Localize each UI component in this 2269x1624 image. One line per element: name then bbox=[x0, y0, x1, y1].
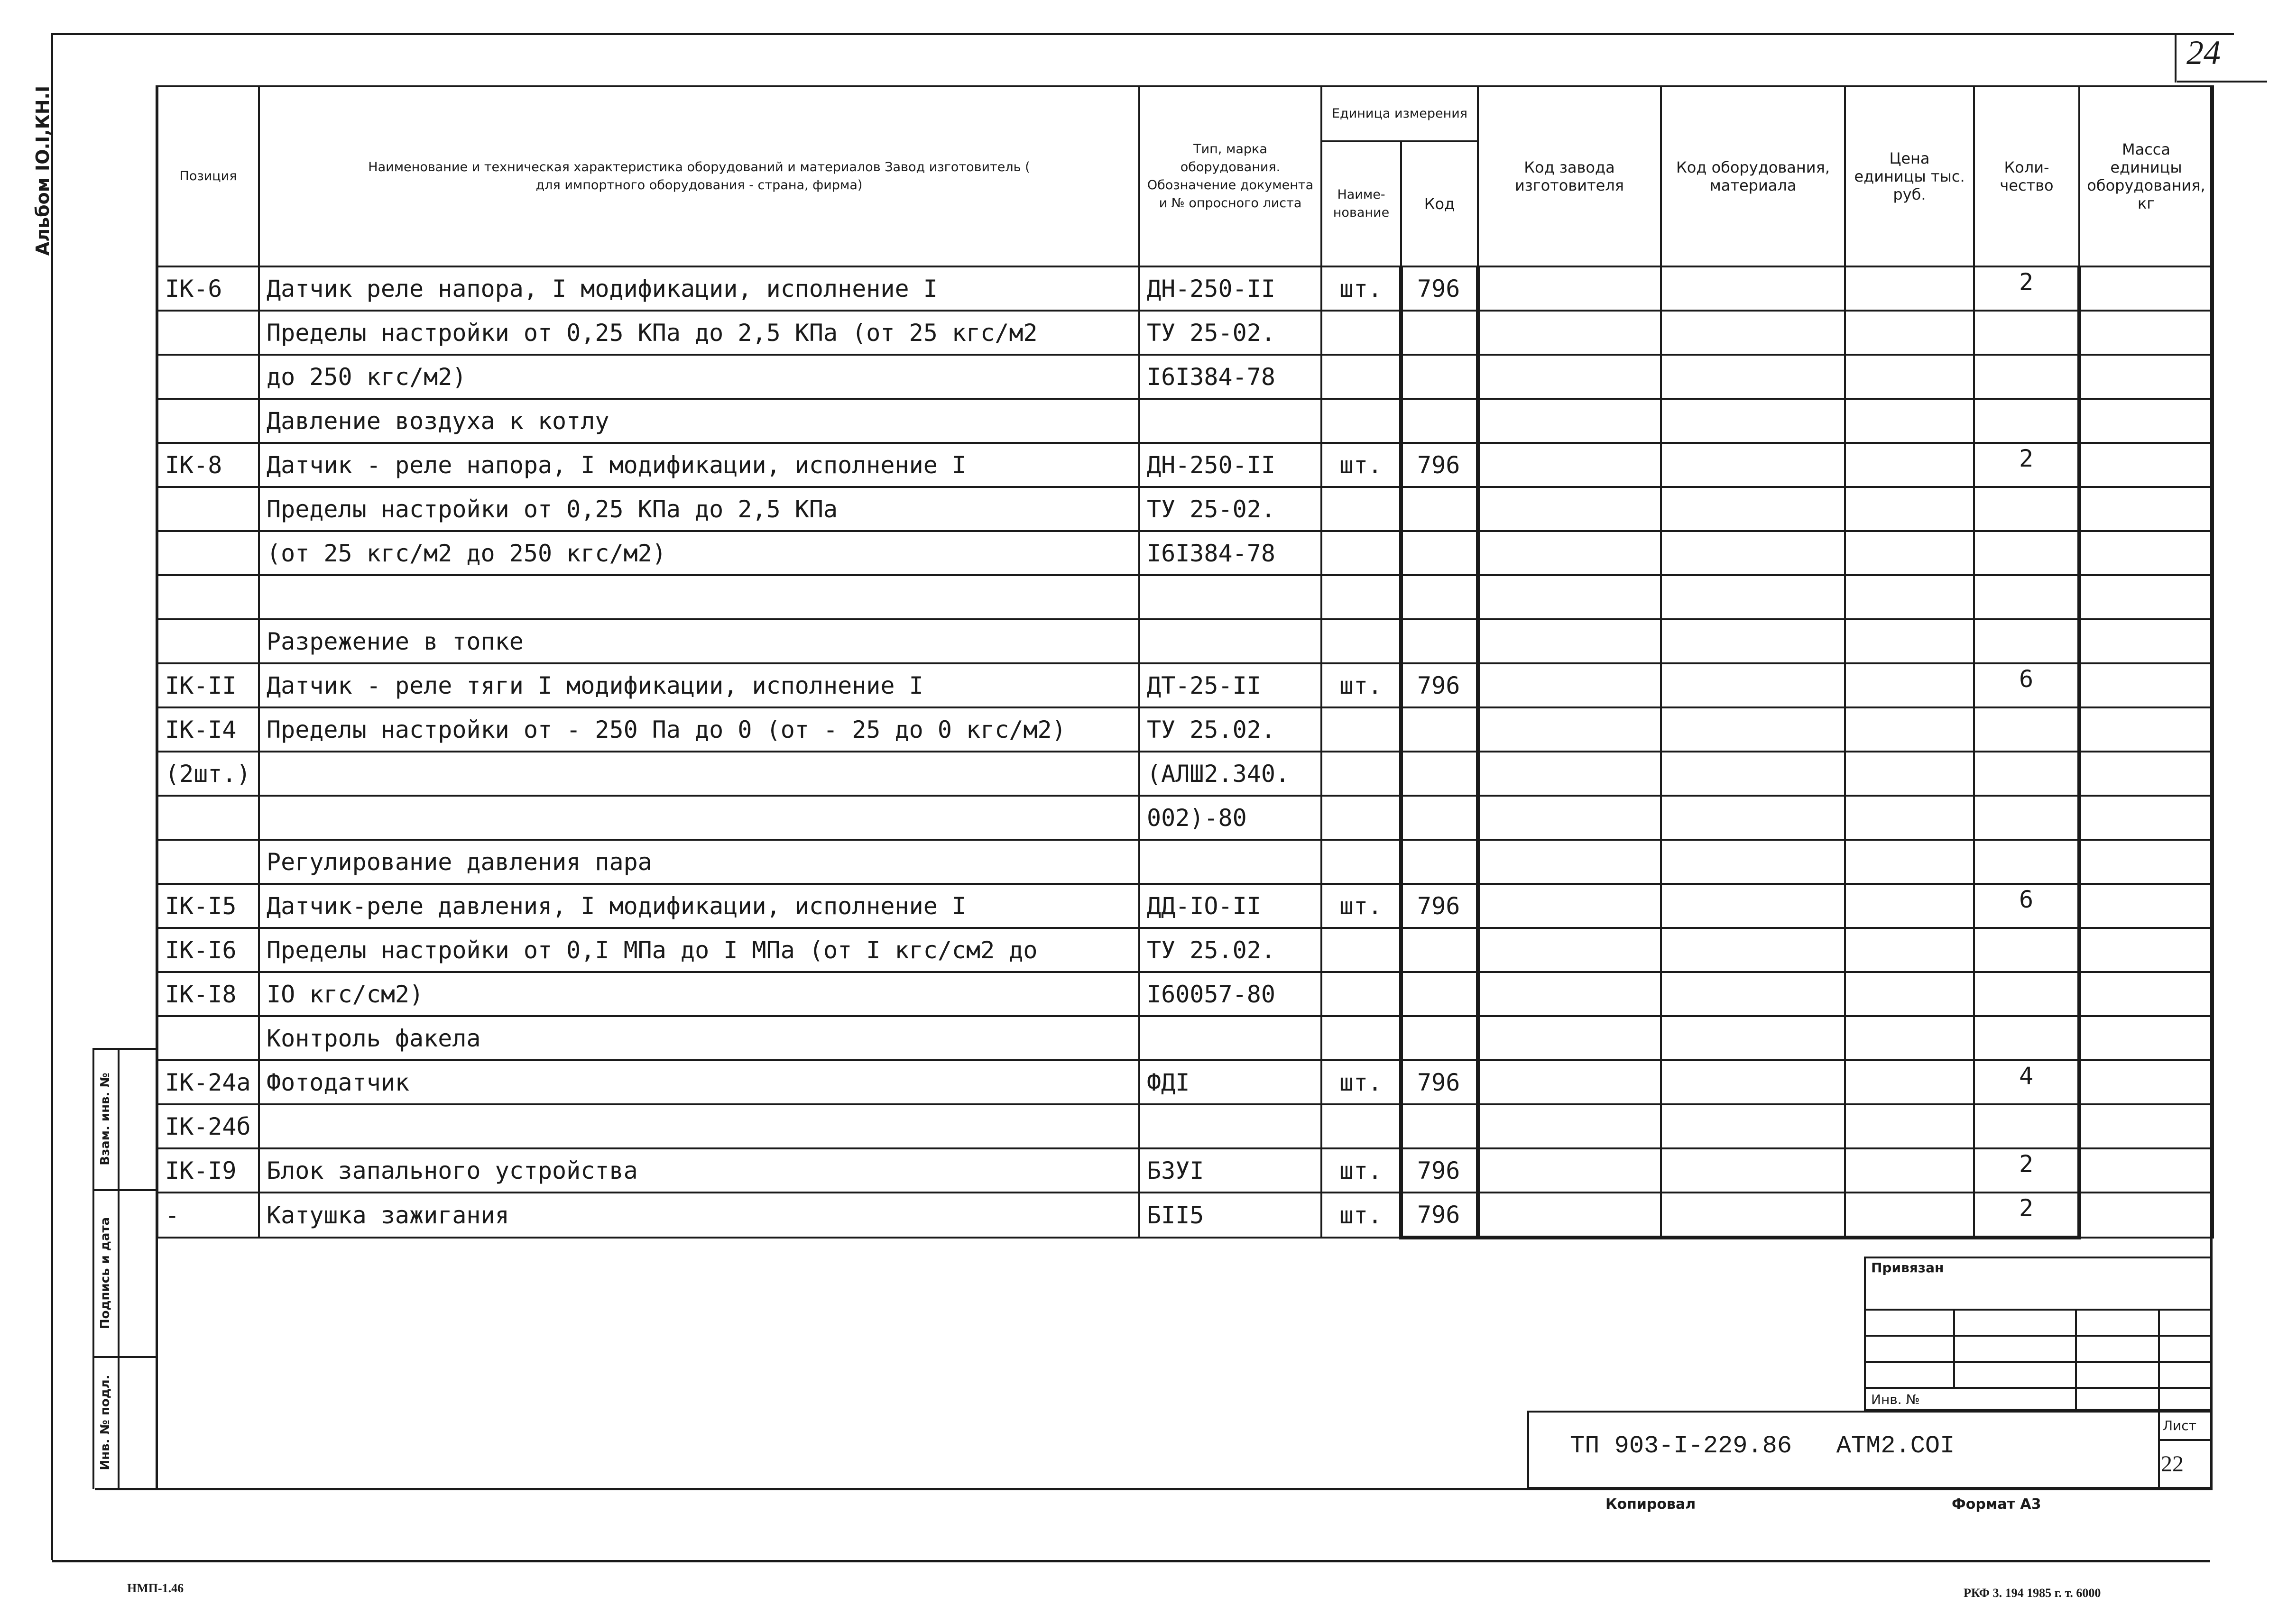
unit-cell bbox=[1321, 840, 1401, 884]
position-cell bbox=[157, 575, 259, 619]
unit-cell bbox=[1321, 575, 1401, 619]
equipment-table bbox=[157, 85, 2214, 1239]
equipment-code-cell bbox=[1661, 575, 1845, 619]
name-cell bbox=[259, 752, 1139, 796]
position-cell bbox=[157, 531, 259, 575]
equipment-code-cell bbox=[1661, 311, 1845, 355]
side-strip-top bbox=[92, 1048, 157, 1050]
inv-no-label: Инв. № bbox=[1871, 1392, 1920, 1407]
type-cell: ТУ 25-02. bbox=[1139, 311, 1321, 355]
unit-code-cell bbox=[1401, 707, 1478, 752]
quantity-cell bbox=[1974, 1104, 2079, 1148]
quantity-cell: 6 bbox=[1974, 663, 2079, 707]
table-row bbox=[157, 663, 2213, 707]
price-cell bbox=[1845, 1148, 1974, 1193]
unit-code-cell: 796 bbox=[1401, 1060, 1478, 1104]
unit-cell: шт. bbox=[1321, 1148, 1401, 1193]
type-cell: ТУ 25.02. bbox=[1139, 928, 1321, 972]
price-cell bbox=[1845, 1060, 1974, 1104]
position-cell: IК-I5 bbox=[157, 884, 259, 928]
type-cell: ДН-250-II bbox=[1139, 443, 1321, 487]
mass-cell bbox=[2079, 1060, 2213, 1104]
side-strip-inv-podl: Инв. № подл. bbox=[98, 1375, 112, 1470]
unit-code-cell bbox=[1401, 399, 1478, 443]
name-cell: Пределы настройки от 0,25 КПа до 2,5 КПа (от 25 кгс/м2 bbox=[259, 311, 1139, 355]
price-cell bbox=[1845, 796, 1974, 840]
type-cell: ДН-250-II bbox=[1139, 266, 1321, 311]
unit-cell bbox=[1321, 531, 1401, 575]
table-row bbox=[157, 443, 2213, 487]
price-cell bbox=[1845, 619, 1974, 663]
unit-cell bbox=[1321, 796, 1401, 840]
position-cell: - bbox=[157, 1193, 259, 1238]
table-row bbox=[157, 1060, 2213, 1104]
mass-cell bbox=[2079, 1193, 2213, 1238]
position-cell: (2шт.) bbox=[157, 752, 259, 796]
equipment-code-cell bbox=[1661, 487, 1845, 531]
unit-cell: шт. bbox=[1321, 663, 1401, 707]
quantity-cell: 2 bbox=[1974, 443, 2079, 487]
mass-cell bbox=[2079, 663, 2213, 707]
type-cell: ФДI bbox=[1139, 1060, 1321, 1104]
list-box-mid bbox=[2158, 1439, 2213, 1441]
table-row bbox=[157, 487, 2213, 531]
table-row bbox=[157, 840, 2213, 884]
quantity-cell: 6 bbox=[1974, 884, 2079, 928]
position-cell: IК-I9 bbox=[157, 1148, 259, 1193]
position-cell bbox=[157, 840, 259, 884]
type-cell bbox=[1139, 1016, 1321, 1060]
price-cell bbox=[1845, 707, 1974, 752]
type-cell: ТУ 25.02. bbox=[1139, 707, 1321, 752]
frame-top bbox=[52, 33, 2234, 35]
unit-cell bbox=[1321, 399, 1401, 443]
list-box-left bbox=[2158, 1411, 2160, 1489]
unit-code-cell: 796 bbox=[1401, 1193, 1478, 1238]
name-cell: Датчик - реле напора, I модификации, исполнение I bbox=[259, 443, 1139, 487]
type-cell bbox=[1139, 619, 1321, 663]
unit-code-cell bbox=[1401, 575, 1478, 619]
factory-code-cell bbox=[1478, 531, 1661, 575]
mass-cell bbox=[2079, 707, 2213, 752]
type-cell: I6I384-78 bbox=[1139, 531, 1321, 575]
equipment-code-cell bbox=[1661, 840, 1845, 884]
equipment-code-cell bbox=[1661, 1148, 1845, 1193]
quantity-cell bbox=[1974, 1016, 2079, 1060]
quantity-cell: 4 bbox=[1974, 1060, 2079, 1104]
equipment-code-cell bbox=[1661, 663, 1845, 707]
position-cell: IК-II bbox=[157, 663, 259, 707]
header-mass: Масса единицы оборудования, кг bbox=[2079, 86, 2213, 266]
price-cell bbox=[1845, 266, 1974, 311]
quantity-cell bbox=[1974, 972, 2079, 1016]
mass-cell bbox=[2079, 487, 2213, 531]
table-row bbox=[157, 707, 2213, 752]
side-strip-div1 bbox=[92, 1189, 157, 1191]
factory-code-cell bbox=[1478, 1148, 1661, 1193]
side-strip-mid bbox=[118, 1048, 120, 1489]
quantity-cell: 2 bbox=[1974, 1193, 2079, 1238]
price-cell bbox=[1845, 443, 1974, 487]
unit-cell: шт. bbox=[1321, 884, 1401, 928]
price-cell bbox=[1845, 531, 1974, 575]
table-row bbox=[157, 972, 2213, 1016]
header-factory-code: Код завода изготовителя bbox=[1478, 86, 1661, 266]
position-cell bbox=[157, 796, 259, 840]
type-cell: ДТ-25-II bbox=[1139, 663, 1321, 707]
mass-cell bbox=[2079, 575, 2213, 619]
factory-code-cell bbox=[1478, 311, 1661, 355]
mass-cell bbox=[2079, 1016, 2213, 1060]
position-cell: IК-I6 bbox=[157, 928, 259, 972]
unit-cell bbox=[1321, 972, 1401, 1016]
unit-code-cell bbox=[1401, 752, 1478, 796]
unit-cell bbox=[1321, 1104, 1401, 1148]
type-cell: ДД-IO-II bbox=[1139, 884, 1321, 928]
quantity-cell bbox=[1974, 311, 2079, 355]
equipment-code-cell bbox=[1661, 1104, 1845, 1148]
price-cell bbox=[1845, 1193, 1974, 1238]
unit-code-cell bbox=[1401, 355, 1478, 399]
unit-cell bbox=[1321, 1016, 1401, 1060]
factory-code-cell bbox=[1478, 1016, 1661, 1060]
name-cell: Датчик реле напора, I модификации, исполнение I bbox=[259, 266, 1139, 311]
equipment-code-cell bbox=[1661, 1016, 1845, 1060]
position-cell: IК-24а bbox=[157, 1060, 259, 1104]
type-cell: БII5 bbox=[1139, 1193, 1321, 1238]
price-cell bbox=[1845, 1016, 1974, 1060]
header-price: Цена единицы тыс. руб. bbox=[1845, 86, 1974, 266]
mass-cell bbox=[2079, 355, 2213, 399]
position-cell: IК-I8 bbox=[157, 972, 259, 1016]
type-cell: I60057-80 bbox=[1139, 972, 1321, 1016]
privyazan-v2 bbox=[2075, 1309, 2077, 1411]
table-row bbox=[157, 1193, 2213, 1238]
mass-cell bbox=[2079, 531, 2213, 575]
unit-cell bbox=[1321, 752, 1401, 796]
quantity-cell: 2 bbox=[1974, 266, 2079, 311]
privyazan-h2 bbox=[1864, 1335, 2213, 1337]
price-cell bbox=[1845, 487, 1974, 531]
position-cell bbox=[157, 619, 259, 663]
name-cell: Датчик - реле тяги I модификации, исполнение I bbox=[259, 663, 1139, 707]
price-cell bbox=[1845, 311, 1974, 355]
unit-code-cell bbox=[1401, 840, 1478, 884]
table-row bbox=[157, 619, 2213, 663]
name-cell: Разрежение в топке bbox=[259, 619, 1139, 663]
header-unit-code: Код bbox=[1401, 141, 1478, 266]
format-label: Формат А3 bbox=[1952, 1496, 2041, 1513]
name-cell: Регулирование давления пара bbox=[259, 840, 1139, 884]
price-cell bbox=[1845, 972, 1974, 1016]
unit-code-cell bbox=[1401, 972, 1478, 1016]
equipment-code-cell bbox=[1661, 884, 1845, 928]
factory-code-cell bbox=[1478, 266, 1661, 311]
mass-cell bbox=[2079, 796, 2213, 840]
table-row bbox=[157, 399, 2213, 443]
unit-code-cell: 796 bbox=[1401, 884, 1478, 928]
privyazan-h1 bbox=[1864, 1309, 2213, 1311]
equipment-code-cell bbox=[1661, 1060, 1845, 1104]
mass-cell bbox=[2079, 972, 2213, 1016]
unit-cell: шт. bbox=[1321, 1193, 1401, 1238]
doc-code: ТП 903-I-229.86 АТМ2.СОI bbox=[1570, 1432, 1955, 1460]
factory-code-cell bbox=[1478, 1060, 1661, 1104]
unit-cell bbox=[1321, 619, 1401, 663]
factory-code-cell bbox=[1478, 972, 1661, 1016]
mass-cell bbox=[2079, 928, 2213, 972]
factory-code-cell bbox=[1478, 796, 1661, 840]
unit-code-cell bbox=[1401, 796, 1478, 840]
header-position: Позиция bbox=[157, 86, 259, 266]
mass-cell bbox=[2079, 752, 2213, 796]
unit-cell bbox=[1321, 355, 1401, 399]
table-row bbox=[157, 575, 2213, 619]
table-row bbox=[157, 266, 2213, 311]
unit-code-cell bbox=[1401, 311, 1478, 355]
mass-cell bbox=[2079, 311, 2213, 355]
frame-bottom bbox=[52, 1560, 2210, 1562]
unit-cell: шт. bbox=[1321, 1060, 1401, 1104]
factory-code-cell bbox=[1478, 575, 1661, 619]
album-label: Альбом IO.I,КН.I bbox=[32, 85, 53, 256]
name-cell bbox=[259, 1104, 1139, 1148]
position-cell: IК-8 bbox=[157, 443, 259, 487]
factory-code-cell bbox=[1478, 399, 1661, 443]
unit-cell bbox=[1321, 707, 1401, 752]
list-value: 22 bbox=[2161, 1451, 2184, 1477]
quantity-cell bbox=[1974, 707, 2079, 752]
equipment-code-cell bbox=[1661, 928, 1845, 972]
header-unit-name: Наиме-нование bbox=[1321, 141, 1401, 266]
quantity-cell bbox=[1974, 355, 2079, 399]
type-cell: ТУ 25-02. bbox=[1139, 487, 1321, 531]
header-name: Наименование и техническая характеристика оборудований и материалов Завод изготовитель ( для импортного оборудования - страна, фирма) bbox=[259, 86, 1139, 266]
name-cell: Фотодатчик bbox=[259, 1060, 1139, 1104]
name-cell: Контроль факела bbox=[259, 1016, 1139, 1060]
privyazan-label: Привязан bbox=[1871, 1260, 1944, 1275]
top-right-frame-line bbox=[2177, 81, 2267, 83]
unit-cell bbox=[1321, 487, 1401, 531]
unit-cell bbox=[1321, 311, 1401, 355]
quantity-cell bbox=[1974, 487, 2079, 531]
quantity-cell bbox=[1974, 752, 2079, 796]
equipment-code-cell bbox=[1661, 443, 1845, 487]
position-cell: IК-I4 bbox=[157, 707, 259, 752]
price-cell bbox=[1845, 1104, 1974, 1148]
unit-cell: шт. bbox=[1321, 443, 1401, 487]
position-cell: IК-6 bbox=[157, 266, 259, 311]
name-cell: до 250 кгс/м2) bbox=[259, 355, 1139, 399]
table-row bbox=[157, 796, 2213, 840]
type-cell bbox=[1139, 575, 1321, 619]
name-cell: (от 25 кгс/м2 до 250 кгс/м2) bbox=[259, 531, 1139, 575]
kopiroval-label: Копировал bbox=[1605, 1496, 1696, 1513]
mass-cell bbox=[2079, 884, 2213, 928]
footer-right: РКФ 3. 194 1985 г. т. 6000 bbox=[1964, 1586, 2101, 1600]
factory-code-cell bbox=[1478, 355, 1661, 399]
mass-cell bbox=[2079, 443, 2213, 487]
side-strip-div2 bbox=[92, 1356, 157, 1358]
footer-left: НМП-1.46 bbox=[127, 1581, 184, 1595]
list-label: Лист bbox=[2163, 1418, 2196, 1433]
quantity-cell bbox=[1974, 399, 2079, 443]
header-type: Тип, марка оборудования. Обозначение документа и № опросного листа bbox=[1139, 86, 1321, 266]
name-cell: Пределы настройки от 0,25 КПа до 2,5 КПа bbox=[259, 487, 1139, 531]
unit-code-cell bbox=[1401, 619, 1478, 663]
equipment-code-cell bbox=[1661, 752, 1845, 796]
header-unit-group: Единица измерения bbox=[1321, 86, 1478, 141]
privyazan-h3 bbox=[1864, 1361, 2213, 1363]
equipment-code-cell bbox=[1661, 619, 1845, 663]
price-cell bbox=[1845, 928, 1974, 972]
position-cell bbox=[157, 399, 259, 443]
unit-code-cell: 796 bbox=[1401, 1148, 1478, 1193]
factory-code-cell bbox=[1478, 663, 1661, 707]
factory-code-cell bbox=[1478, 840, 1661, 884]
equipment-code-cell bbox=[1661, 707, 1845, 752]
unit-code-cell: 796 bbox=[1401, 266, 1478, 311]
unit-code-cell: 796 bbox=[1401, 663, 1478, 707]
type-cell bbox=[1139, 1104, 1321, 1148]
position-cell bbox=[157, 311, 259, 355]
factory-code-cell bbox=[1478, 928, 1661, 972]
type-cell bbox=[1139, 840, 1321, 884]
position-cell: IК-24б bbox=[157, 1104, 259, 1148]
table-row bbox=[157, 884, 2213, 928]
factory-code-cell bbox=[1478, 884, 1661, 928]
side-strip-podpis: Подпись и дата bbox=[98, 1217, 112, 1330]
table-row bbox=[157, 311, 2213, 355]
price-cell bbox=[1845, 884, 1974, 928]
position-cell bbox=[157, 487, 259, 531]
privyazan-v3 bbox=[2158, 1309, 2160, 1411]
privyazan-h4 bbox=[1864, 1387, 2213, 1389]
mass-cell bbox=[2079, 1104, 2213, 1148]
name-cell bbox=[259, 796, 1139, 840]
privyazan-v1 bbox=[1953, 1309, 1955, 1387]
quantity-cell bbox=[1974, 531, 2079, 575]
type-cell bbox=[1139, 399, 1321, 443]
table-row bbox=[157, 752, 2213, 796]
unit-code-cell: 796 bbox=[1401, 443, 1478, 487]
header-equipment-code: Код оборудования, материала bbox=[1661, 86, 1845, 266]
price-cell bbox=[1845, 355, 1974, 399]
equipment-code-cell bbox=[1661, 399, 1845, 443]
name-cell: Пределы настройки от 0,I МПа до I МПа (от I кгс/см2 до bbox=[259, 928, 1139, 972]
unit-cell: шт. bbox=[1321, 266, 1401, 311]
unit-code-cell bbox=[1401, 1104, 1478, 1148]
table-row bbox=[157, 928, 2213, 972]
type-cell: I6I384-78 bbox=[1139, 355, 1321, 399]
quantity-cell bbox=[1974, 928, 2079, 972]
sheet-number-box-left bbox=[2175, 33, 2177, 83]
name-cell: Датчик-реле давления, I модификации, исполнение I bbox=[259, 884, 1139, 928]
name-cell: Давление воздуха к котлу bbox=[259, 399, 1139, 443]
price-cell bbox=[1845, 840, 1974, 884]
factory-code-cell bbox=[1478, 443, 1661, 487]
type-cell: БЗУI bbox=[1139, 1148, 1321, 1193]
quantity-cell: 2 bbox=[1974, 1148, 2079, 1193]
type-cell: 002)-80 bbox=[1139, 796, 1321, 840]
name-cell: Блок запального устройства bbox=[259, 1148, 1139, 1193]
mass-cell bbox=[2079, 1148, 2213, 1193]
quantity-cell bbox=[1974, 840, 2079, 884]
unit-cell bbox=[1321, 928, 1401, 972]
position-cell bbox=[157, 1016, 259, 1060]
quantity-cell bbox=[1974, 796, 2079, 840]
table-row bbox=[157, 1148, 2213, 1193]
table-row bbox=[157, 355, 2213, 399]
name-cell bbox=[259, 575, 1139, 619]
factory-code-cell bbox=[1478, 752, 1661, 796]
price-cell bbox=[1845, 752, 1974, 796]
mass-cell bbox=[2079, 619, 2213, 663]
header-quantity: Коли-чество bbox=[1974, 86, 2079, 266]
table-row bbox=[157, 1016, 2213, 1060]
equipment-code-cell bbox=[1661, 1193, 1845, 1238]
unit-code-cell bbox=[1401, 1016, 1478, 1060]
equipment-code-cell bbox=[1661, 266, 1845, 311]
mass-cell bbox=[2079, 399, 2213, 443]
mass-cell bbox=[2079, 266, 2213, 311]
price-cell bbox=[1845, 399, 1974, 443]
quantity-cell bbox=[1974, 575, 2079, 619]
name-cell: IO кгс/см2) bbox=[259, 972, 1139, 1016]
factory-code-cell bbox=[1478, 487, 1661, 531]
equipment-code-cell bbox=[1661, 355, 1845, 399]
equipment-code-cell bbox=[1661, 796, 1845, 840]
name-cell: Катушка зажигания bbox=[259, 1193, 1139, 1238]
table-row bbox=[157, 1104, 2213, 1148]
factory-code-cell bbox=[1478, 619, 1661, 663]
quantity-cell bbox=[1974, 619, 2079, 663]
side-strip-vzam: Взам. инв. № bbox=[98, 1073, 112, 1165]
table-row bbox=[157, 531, 2213, 575]
type-cell: (АЛШ2.340. bbox=[1139, 752, 1321, 796]
unit-code-cell bbox=[1401, 928, 1478, 972]
position-cell bbox=[157, 355, 259, 399]
factory-code-cell bbox=[1478, 1104, 1661, 1148]
equipment-code-cell bbox=[1661, 972, 1845, 1016]
equipment-code-cell bbox=[1661, 531, 1845, 575]
name-cell: Пределы настройки от - 250 Па до 0 (от - 25 до 0 кгс/м2) bbox=[259, 707, 1139, 752]
factory-code-cell bbox=[1478, 1193, 1661, 1238]
price-cell bbox=[1845, 575, 1974, 619]
unit-code-cell bbox=[1401, 531, 1478, 575]
sheet-number-top: 24 bbox=[2186, 34, 2221, 72]
unit-code-cell bbox=[1401, 487, 1478, 531]
price-cell bbox=[1845, 663, 1974, 707]
mass-cell bbox=[2079, 840, 2213, 884]
factory-code-cell bbox=[1478, 707, 1661, 752]
